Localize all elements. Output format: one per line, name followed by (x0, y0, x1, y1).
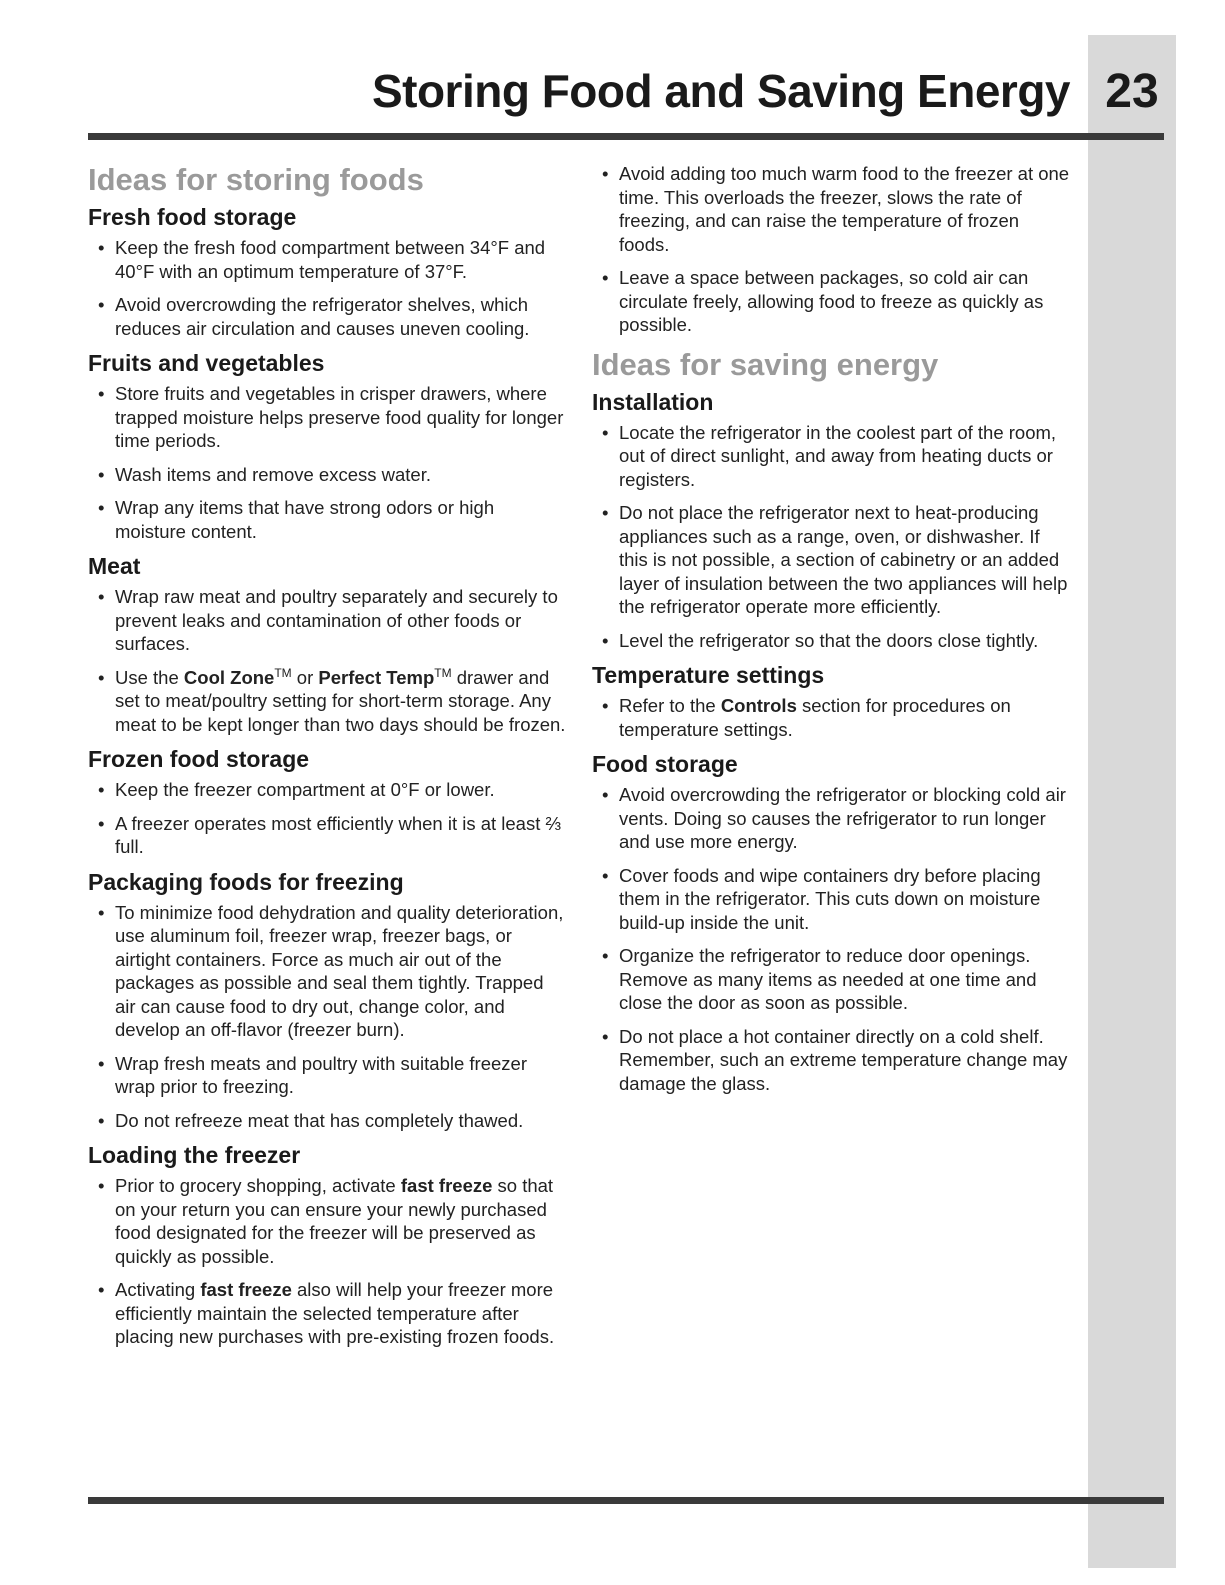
list-item: • Do not place a hot container directly on a cold shelf. Remember, such an extreme temperature change may damage the glass. (602, 1025, 1068, 1094)
list-item: • Activating fast freeze also will help your freezer more efficiently maintain the selected temperature after placing new purchases with pre-existing frozen foods. (98, 1279, 555, 1347)
storing-foods-heading: Ideas for storing foods (88, 162, 424, 197)
list-item: • Wrap any items that have strong odors or high moisture content. (98, 497, 495, 542)
installation-list (592, 421, 1072, 653)
list-item: • Do not place the refrigerator next to heat-producing appliances such as a range, oven, or dishwasher. If this is not possible, a section of cabinetry or an added layer of insulation between the two appliances will help the refrigerator operate more efficiently. (602, 502, 1068, 617)
installation-heading: Installation (592, 388, 714, 415)
list-item: • Leave a space between packages, so cold air can circulate freely, allowing food to freeze as quickly as possible. (602, 267, 1044, 335)
food-storage-heading: Food storage (592, 751, 738, 777)
perfect-temp-term: Perfect Temp (318, 666, 435, 688)
list-item: • Avoid overcrowding the refrigerator or blocking cold air vents. Doing so causes the refrigerator to run longer and use more energy. (602, 784, 1066, 852)
food-storage-list (592, 783, 1072, 1095)
list-item: • Store fruits and vegetables in crisper drawers, where trapped moisture helps preserve food quality for longer time periods. (98, 383, 564, 451)
fast-freeze-term: fast freeze (200, 1279, 292, 1300)
fresh-food-storage-heading: Fresh food storage (88, 204, 297, 230)
packaging-list (88, 901, 568, 1133)
list-item: • Keep the freezer compartment at 0°F or lower. (98, 779, 495, 800)
frozen-list (88, 778, 568, 859)
fresh-food-list (88, 236, 568, 340)
freezer-continued-list (592, 162, 1072, 337)
list-item: • Avoid overcrowding the refrigerator shelves, which reduces air circulation and causes uneven cooling. (98, 294, 530, 339)
list-item: • Organize the refrigerator to reduce door openings. Remove as many items as needed at one time and close the door as soon as possible. (602, 945, 1037, 1013)
meat-heading: Meat (88, 553, 141, 579)
fast-freeze-term: fast freeze (400, 1175, 493, 1196)
list-item: • Cover foods and wipe containers dry before placing them in the refrigerator. This cuts down on moisture build-up inside the unit. (602, 864, 1041, 933)
list-item: • Keep the fresh food compartment between 34°F and 40°F with an optimum temperature of 37°F. (98, 237, 546, 282)
list-item: • A freezer operates most efficiently when it is at least ⅔ full. (98, 812, 561, 857)
temperature-list (592, 694, 1072, 741)
list-item: • Do not refreeze meat that has completely thawed. (98, 1109, 524, 1131)
right-column (592, 162, 1072, 1105)
list-item: • Wrap raw meat and poultry separately and securely to prevent leaks and contamination of other foods or surfaces. (98, 586, 558, 654)
list-item: • Avoid adding too much warm food to the freezer at one time. This overloads the freezer, slows the rate of freezing, and can raise the temperature of frozen foods. (602, 163, 1070, 255)
list-item: • Refer to the Controls section for procedures on temperature settings. (602, 695, 1011, 740)
list-item: • Locate the refrigerator in the coolest part of the room, out of direct sunlight, and away from heating ducts or registers. (602, 421, 1057, 490)
loading-list (88, 1174, 568, 1349)
saving-energy-heading: Ideas for saving energy (592, 346, 939, 382)
loading-freezer-heading: Loading the freezer (88, 1142, 301, 1168)
cool-zone-term: Cool Zone (183, 666, 275, 688)
temperature-settings-heading: Temperature settings (592, 662, 825, 688)
list-item: • Wash items and remove excess water. (98, 463, 431, 485)
fruits-vegetables-heading: Fruits and vegetables (88, 350, 325, 376)
page-title: Storing Food and Saving Energy (371, 65, 1070, 117)
list-item: • Level the refrigerator so that the doors close tightly. (602, 629, 1039, 651)
footer-divider (88, 1497, 1164, 1504)
meat-list (88, 585, 568, 736)
fruits-list (88, 382, 568, 543)
page-number: 23 (1105, 65, 1159, 118)
left-column (88, 160, 568, 1359)
list-item: • To minimize food dehydration and quality deterioration, use aluminum foil, freezer wrap, freezer bags, or airtight containers. Force as much air out of the packages as possible and seal them tightly. Trapped air can cause food to dry out, change color, and develop an off-flavor (freezer burn). (98, 901, 564, 1040)
header-divider (88, 133, 1164, 140)
list-item: • Wrap fresh meats and poultry with suitable freezer wrap prior to freezing. (98, 1052, 527, 1097)
list-item: • Use the Cool Zone™ or Perfect Temp™ drawer and set to meat/poultry setting for short-term storage. Any meat to be kept longer than two days should be frozen. (98, 665, 566, 735)
controls-term: Controls (720, 695, 797, 716)
page-side-tab (1088, 35, 1176, 1568)
list-item: • Prior to grocery shopping, activate fast freeze so that on your return you can ensure your newly purchased food designated for the freezer will be preserved as quickly as possible. (98, 1175, 554, 1267)
frozen-food-storage-heading: Frozen food storage (88, 746, 310, 772)
packaging-foods-heading: Packaging foods for freezing (88, 868, 404, 895)
